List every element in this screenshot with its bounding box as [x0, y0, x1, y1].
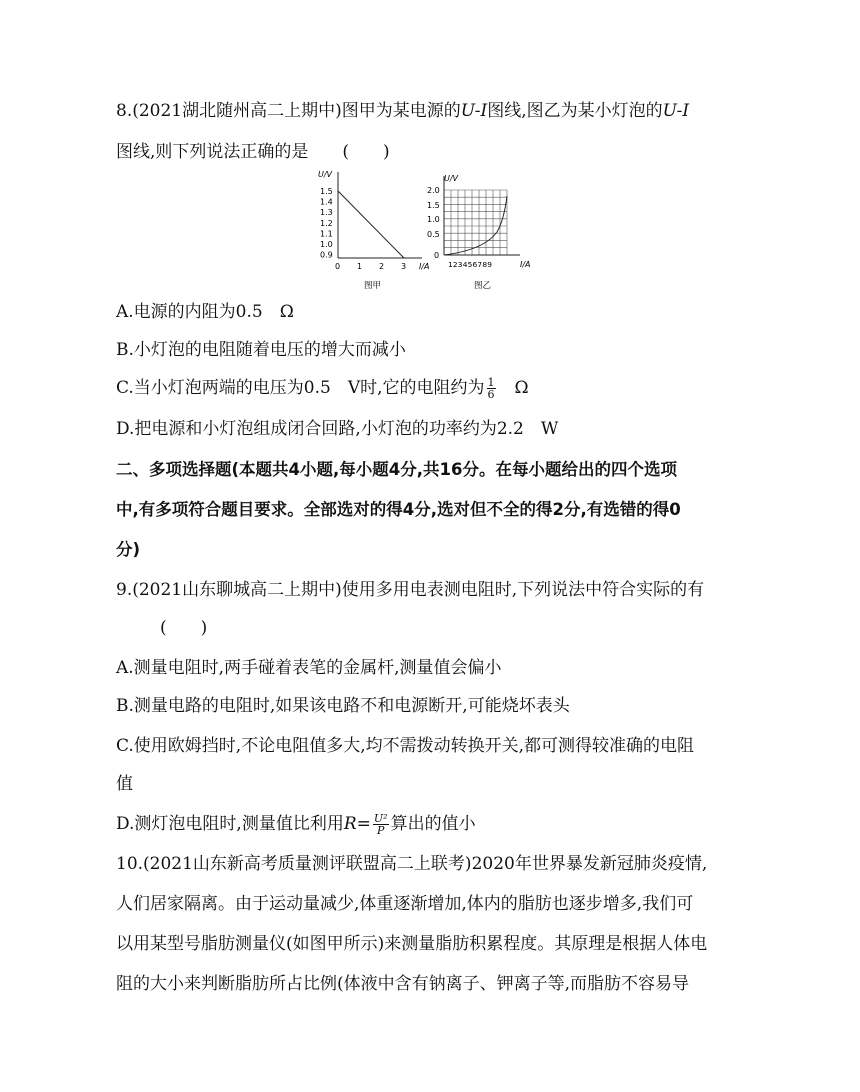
- q8-ui-label-1: U-I: [460, 101, 488, 121]
- figB-ytick: 2.0: [427, 186, 440, 195]
- figA-ytick: 1.2: [320, 218, 333, 228]
- q9-option-d-fraction: [373, 813, 389, 836]
- section2-heading-line1: 二、多项选择题(本题共4小题,每小题4分,共16分。在每小题给出的四个选项: [116, 460, 677, 479]
- figA-ylabel: U/V: [318, 170, 333, 179]
- q10-line3: 以用某型号脂肪测量仪(如图甲所示)来测量脂肪积累程度。其原理是根据人体电: [116, 934, 708, 954]
- figA-ytick: 1.1: [320, 229, 333, 239]
- q8-stem-text-a: 8.(2021湖北随州高二上期中)图甲为某电源的: [116, 101, 461, 121]
- figB-ylabel: U/V: [444, 174, 459, 183]
- fraction-numerator: U²: [373, 812, 388, 825]
- q9-option-d-formula-r: R=: [343, 814, 371, 834]
- q9-option-b: B.测量电路的电阻时,如果该电路不和电源断开,可能烧坏表头: [116, 696, 570, 716]
- q8-stem-line1: [116, 99, 689, 123]
- figA-yticks: [320, 187, 333, 260]
- fraction-denominator: P: [377, 824, 385, 837]
- q8-option-b: B.小灯泡的电阻随着电压的增大而减小: [116, 340, 406, 360]
- q9-option-a: A.测量电阻时,两手碰着表笔的金属杆,测量值会偏小: [116, 658, 502, 678]
- figA-ytick: 0.9: [320, 250, 333, 260]
- fraction-denominator: 6: [487, 388, 495, 401]
- figA-ytick: 1.3: [320, 208, 333, 218]
- q8-option-a: A.电源的内阻为0.5 Ω: [116, 302, 294, 322]
- figB-yticks: [427, 186, 440, 260]
- q9-option-c-line2: 值: [116, 774, 133, 794]
- figA-ytick: 1.5: [320, 187, 333, 196]
- figA-xticks: [335, 262, 406, 271]
- figB-ytick: 0: [434, 251, 440, 260]
- q9-option-c-line1: C.使用欧姆挡时,不论电阻值多大,均不需拨动转换开关,都可测得较准确的电阻: [116, 736, 695, 756]
- q8-stem-line2: 图线,则下列说法正确的是 ( ): [116, 142, 390, 162]
- q9-option-d-text-end: 算出的值小: [390, 814, 476, 834]
- figA-caption: 图甲: [364, 281, 382, 291]
- figA-xtick: 0: [335, 262, 341, 271]
- q8-ui-label-2: U-I: [662, 101, 690, 121]
- q10-line2: 人们居家隔离。由于运动量减少,体重逐渐增加,体内的脂肪也逐步增多,我们可: [116, 894, 694, 914]
- q9-stem-line1: 9.(2021山东聊城高二上期中)使用多用电表测电阻时,下列说法中符合实际的有: [116, 580, 705, 600]
- q8-option-c-fraction: [487, 377, 496, 400]
- figB-ytick: 1.0: [427, 215, 440, 224]
- figB-ytick: 1.5: [427, 201, 440, 210]
- q9-option-d-text: D.测灯泡电阻时,测量值比利用: [116, 814, 344, 834]
- figB-ytick: 0.5: [427, 230, 440, 239]
- figA-line: [338, 191, 404, 258]
- q8-stem-text-b: 图线,图乙为某小灯泡的: [487, 101, 663, 121]
- q8-option-c: [116, 376, 529, 400]
- section2-heading-line3: 分): [116, 540, 141, 559]
- figA-ytick: 1.4: [320, 197, 333, 207]
- figB-curve: [444, 196, 507, 255]
- figure-jia: [316, 168, 432, 294]
- q9-answer-blank: ( ): [160, 618, 208, 638]
- figA-xtick: 1: [357, 262, 363, 271]
- figure-yi: [424, 172, 544, 294]
- section2-heading-line2: 中,有多项符合题目要求。全部选对的得4分,选对但不全的得2分,有选错的得0: [116, 500, 681, 519]
- figA-xtick: 3: [401, 262, 407, 271]
- figB-grid: [444, 190, 507, 255]
- figB-caption: 图乙: [474, 281, 492, 291]
- q9-option-d: [116, 812, 476, 836]
- q10-line1: 10.(2021山东新高考质量测评联盟高二上联考)2020年世界暴发新冠肺炎疫情,: [116, 854, 708, 874]
- figA-xlabel: I/A: [419, 262, 430, 271]
- figB-xlabel: I/A: [520, 260, 531, 269]
- q8-option-c-text: C.当小灯泡两端的电压为0.5 V时,它的电阻约为: [116, 378, 485, 398]
- figA-ytick: 1.0: [320, 240, 333, 249]
- q8-option-c-unit: Ω: [497, 378, 529, 398]
- q8-option-d: D.把电源和小灯泡组成闭合回路,小灯泡的功率约为2.2 W: [116, 419, 559, 439]
- q10-line4: 阻的大小来判断脂肪所占比例(体液中含有钠离子、钾离子等,而脂肪不容易导: [116, 974, 690, 994]
- figA-xtick: 2: [379, 262, 385, 271]
- fraction-numerator: 1: [487, 376, 495, 389]
- figB-xticks: 123456789: [448, 260, 493, 269]
